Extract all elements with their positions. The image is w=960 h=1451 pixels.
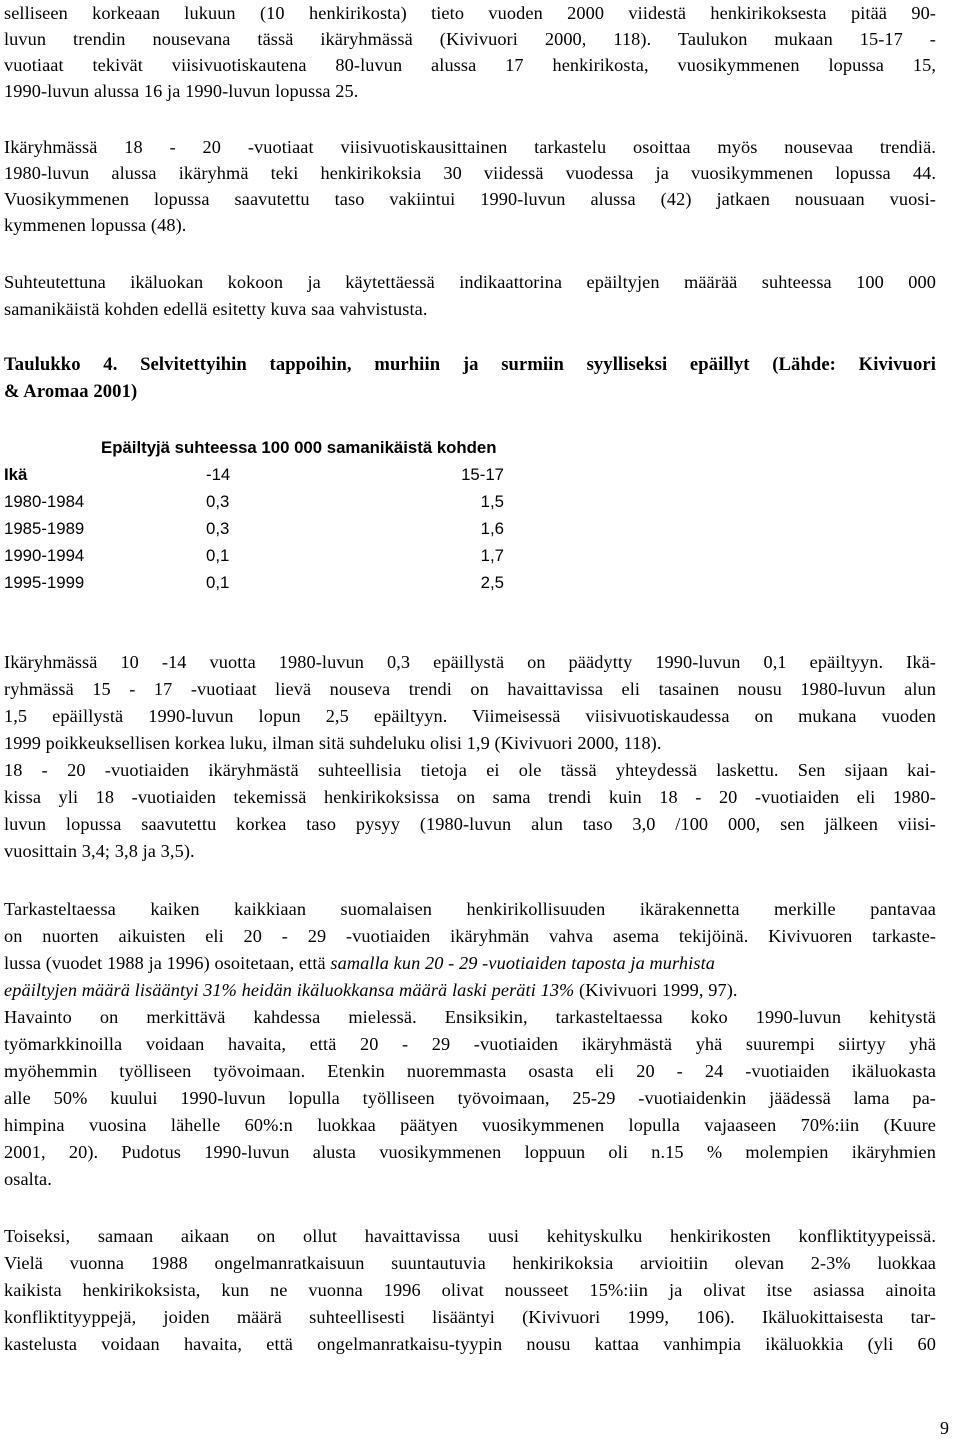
text-line: Ikäryhmässä 10 -14 vuotta 1980-luvun 0,3 epäillystä on päädytty 1990-luvun 0,1 epäiltyyn. Ikä-	[4, 652, 936, 672]
text-line: on nuorten aikuisten eli 20 - 29 -vuotiaiden ikäryhmän vahva asema tekijöinä. Kivivuoren tarkaste-	[4, 926, 936, 946]
table-cell: 1985-1989	[4, 519, 85, 538]
text-line: Havainto on merkittävä kahdessa mielessä. Ensiksikin, tarkasteltaessa koko 1990-luvun kehitystä	[4, 1007, 936, 1027]
text-line	[4, 952, 715, 974]
text-line: selliseen korkeaan lukuun (10 henkirikosta) tieto vuoden 2000 viidestä henkirikoksesta pitää 90-	[4, 3, 936, 23]
text-line: 1980-luvun alussa ikäryhmä teki henkirikoksia 30 viidessä vuodessa ja vuosikymmenen lopussa 44.	[4, 163, 936, 183]
emphasized-text: samalla kun 20 - 29 -vuotiaiden taposta ja murhista	[330, 953, 715, 973]
text-line: osalta.	[4, 1169, 52, 1189]
text-line: 1999 poikkeuksellisen korkea luku, ilman sitä suhdeluku olisi 1,9 (Kivivuori 2000, 118).	[4, 733, 662, 753]
table-cell: 1980-1984	[4, 492, 85, 511]
emphasized-text: epäiltyjen määrä lisääntyi 31% heidän ikäluokkansa määrä laski peräti 13%	[4, 980, 575, 1000]
page-number: 9	[940, 1418, 949, 1438]
table-cell: 0,1	[206, 573, 230, 592]
text-line: Suhteutettuna ikäluokan kokoon ja käytettäessä indikaattorina epäiltyjen määrää suhteessa 100 000	[4, 272, 936, 292]
text-line: Vielä vuonna 1988 ongelmanratkaisuun suuntautuvia henkirikoksia arvioitiin olevan 2-3% luokkaa	[4, 1253, 936, 1273]
table-caption-line: & Aromaa 2001)	[4, 381, 138, 402]
text-line: luvun trendin nousevana tässä ikäryhmässä (Kivivuori 2000, 118). Taulukon mukaan 15-17 -	[4, 29, 936, 49]
text-line: Vuosikymmenen lopussa saavutettu taso vakiintui 1990-luvun alussa (42) jatkaen nousuaan vuosi-	[4, 189, 936, 209]
column-header: 15-17	[461, 465, 504, 484]
table-caption-line: Taulukko 4. Selvitettyihin tappoihin, murhiin ja surmiin syylliseksi epäillyt (Lähde: Kivivuori	[4, 354, 936, 375]
text-line: kaikista henkirikoksista, kun ne vuonna 1996 olivat nousseet 15%:iin ja olivat itse asiassa ainoita	[4, 1280, 936, 1300]
table-cell: 2,5	[480, 573, 504, 592]
text-line: 1990-luvun alussa 16 ja 1990-luvun lopussa 25.	[4, 81, 359, 101]
text-line: alle 50% kuului 1990-luvun lopulla työlliseen työvoimaan, 25-29 -vuotiaidenkin jäädessä lama pa-	[4, 1088, 936, 1108]
text-span: lussa (vuodet 1988 ja 1996) osoitetaan, että	[4, 953, 331, 973]
text-line: kastelusta voidaan havaita, että ongelmanratkaisu-tyypin nousu kattaa vanhimpia ikäluokkia (yli 60	[4, 1334, 936, 1354]
text-line: vuosittain 3,4; 3,8 ja 3,5).	[4, 841, 195, 861]
column-header: -14	[206, 465, 231, 484]
text-line: Ikäryhmässä 18 - 20 -vuotiaat viisivuotiskausittainen tarkastelu osoittaa myös nousevaa trendiä.	[4, 137, 936, 157]
table-cell: 1,6	[480, 519, 504, 538]
text-line: vuotiaat tekivät viisivuotiskautena 80-luvun alussa 17 henkirikosta, vuosikymmenen lopussa 15,	[4, 55, 936, 75]
text-line: konfliktityyppejä, joiden määrä suhteellisesti lisääntyi (Kivivuori 1999, 106). Ikäluokittaisesta tar-	[4, 1307, 936, 1327]
table-heading: Epäiltyjä suhteessa 100 000 samanikäistä kohden	[101, 438, 497, 457]
text-line	[4, 979, 738, 1001]
text-span: (Kivivuori 1999, 97).	[574, 980, 738, 1000]
text-line: kissa yli 18 -vuotiaiden tekemissä henkirikoksissa on sama trendi kuin 18 - 20 -vuotiaiden eli 1980-	[4, 787, 936, 807]
text-line: kymmenen lopussa (48).	[4, 215, 187, 235]
column-header: Ikä	[4, 465, 28, 484]
text-line: 18 - 20 -vuotiaiden ikäryhmästä suhteellisia tietoja ei ole tässä yhteydessä laskettu. Sen sijaan kai-	[4, 760, 936, 780]
text-line: 1,5 epäillystä 1990-luvun lopun 2,5 epäiltyyn. Viimeisessä viisivuotiskaudessa on mukana vuoden	[4, 706, 936, 726]
table-cell: 1,5	[480, 492, 504, 511]
text-line: samanikäistä kohden edellä esitetty kuva saa vahvistusta.	[4, 299, 428, 319]
table-cell: 1990-1994	[4, 546, 85, 565]
text-line: Toiseksi, samaan aikaan on ollut havaittavissa uusi kehityskulku henkirikosten konfliktityypeissä.	[4, 1226, 936, 1246]
text-line: Tarkasteltaessa kaiken kaikkiaan suomalaisen henkirikollisuuden ikärakennetta merkille pantavaa	[4, 899, 936, 919]
table-cell: 1,7	[480, 546, 504, 565]
text-line: luvun lopussa saavutettu korkea taso pysyy (1980-luvun alun taso 3,0 /100 000, sen jälkeen viisi-	[4, 814, 936, 834]
table-cell: 0,1	[206, 546, 230, 565]
text-line: työmarkkinoilla voidaan havaita, että 20 - 29 -vuotiaiden ikäryhmästä yhä suurempi siirtyy yhä	[4, 1034, 936, 1054]
text-line: 2001, 20). Pudotus 1990-luvun alusta vuosikymmenen loppuun oli n.15 % molempien ikäryhmien	[4, 1142, 936, 1162]
text-line: ryhmässä 15 - 17 -vuotiaat lievä nouseva trendi on havaittavissa eli tasainen nousu 1980-luvun alun	[4, 679, 936, 699]
text-line: himpina vuosina lähelle 60%:n luokkaa päätyen vuosikymmenen lopulla vajaaseen 70%:iin (Kuure	[4, 1115, 936, 1135]
table-cell: 0,3	[206, 492, 230, 511]
text-line: myöhemmin työlliseen työvoimaan. Etenkin nuoremmasta osasta eli 20 - 24 -vuotiaiden ikäluokasta	[4, 1061, 936, 1081]
table-cell: 0,3	[206, 519, 230, 538]
table-cell: 1995-1999	[4, 573, 85, 592]
